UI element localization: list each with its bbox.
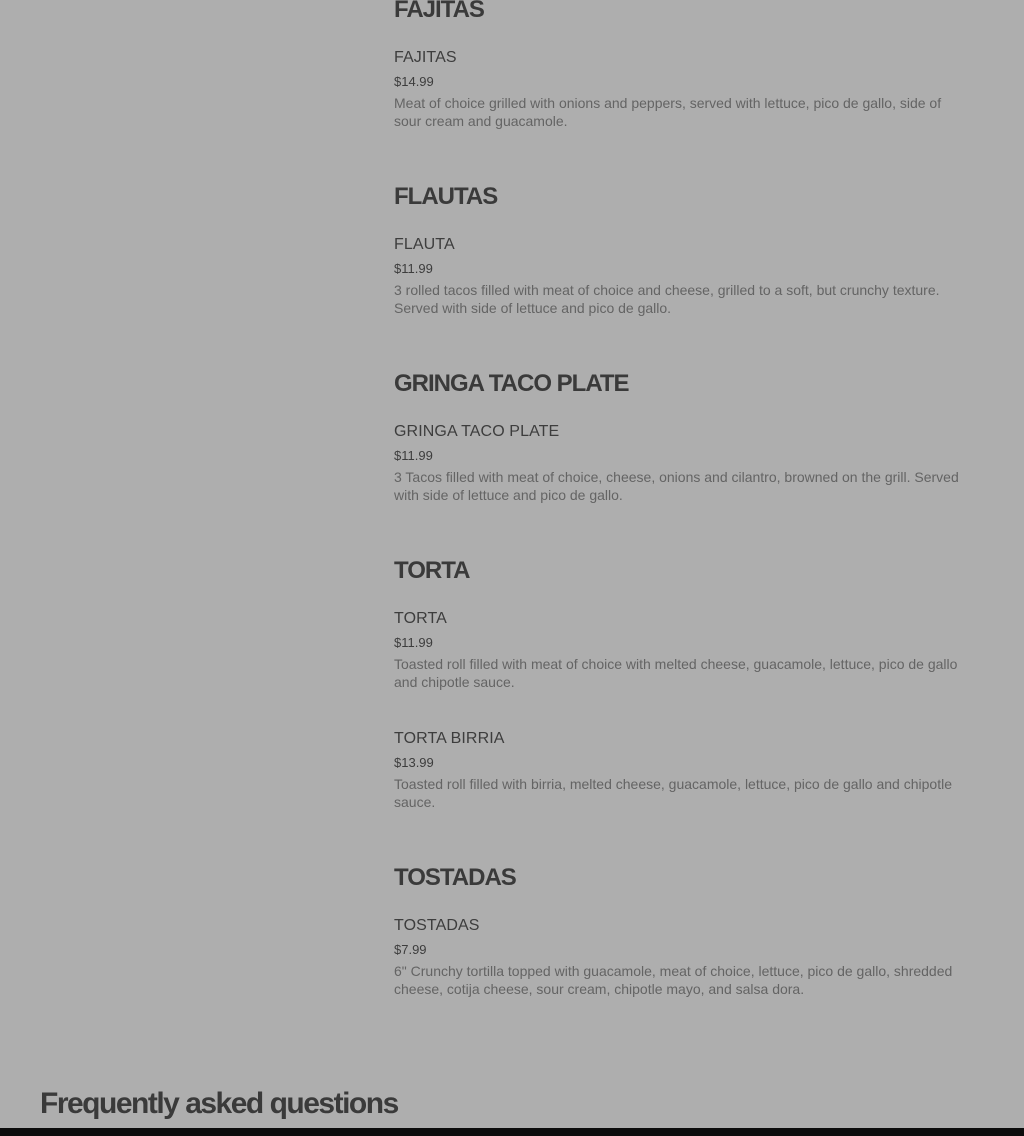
menu-item-name: TORTA BIRRIA	[394, 730, 505, 747]
menu-item	[394, 914, 974, 998]
menu-item-description: Toasted roll filled with birria, melted cheese, guacamole, lettuce, pico de gallo and chipotle sauce.	[394, 776, 952, 810]
section-title: FLAUTAS	[394, 183, 498, 210]
menu-item-price: $14.99	[394, 74, 434, 89]
menu-item-name: TOSTADAS	[394, 917, 480, 934]
menu-item-description: Toasted roll filled with meat of choice with melted cheese, guacamole, lettuce, pico de gallo and chipotle sauce.	[394, 656, 958, 690]
menu-section-fajitas	[394, 0, 974, 130]
menu-list	[394, 0, 974, 1047]
menu-item-price: $13.99	[394, 755, 434, 770]
menu-section-gringa-taco-plate	[394, 366, 974, 504]
menu-section-torta	[394, 553, 974, 811]
menu-item-description: 3 Tacos filled with meat of choice, cheese, onions and cilantro, browned on the grill. Served with side of lettuce and pico de gallo.	[394, 469, 959, 503]
menu-item-name: GRINGA TACO PLATE	[394, 423, 560, 440]
menu-item-name: FAJITAS	[394, 49, 457, 66]
page-bottom-edge	[0, 1128, 1024, 1136]
menu-item	[394, 46, 974, 130]
menu-item-name: TORTA	[394, 610, 447, 627]
menu-item-name: FLAUTA	[394, 236, 455, 253]
section-title: TORTA	[394, 557, 470, 584]
menu-section-tostadas	[394, 860, 974, 998]
menu-item-description: 6" Crunchy tortilla topped with guacamole, meat of choice, lettuce, pico de gallo, shredded cheese, cotija cheese, sour cream, chipotle mayo, and salsa dora.	[394, 963, 953, 997]
menu-item	[394, 607, 974, 691]
menu-item-price: $7.99	[394, 942, 427, 957]
menu-item-description: 3 rolled tacos filled with meat of choice and cheese, grilled to a soft, but crunchy texture. Served with side of lettuce and pico de gallo.	[394, 282, 940, 316]
section-title: FAJITAS	[394, 0, 484, 23]
section-title: TOSTADAS	[394, 864, 516, 891]
menu-item-description: Meat of choice grilled with onions and peppers, served with lettuce, pico de gallo, side of sour cream and guacamole.	[394, 95, 942, 129]
menu-item-price: $11.99	[394, 448, 433, 463]
faq-heading: Frequently asked questions	[40, 1087, 398, 1120]
menu-item	[394, 727, 974, 811]
menu-item-price: $11.99	[394, 261, 433, 276]
menu-item	[394, 233, 974, 317]
menu-item-price: $11.99	[394, 635, 433, 650]
menu-item	[394, 420, 974, 504]
section-title: GRINGA TACO PLATE	[394, 370, 629, 397]
menu-section-flautas	[394, 179, 974, 317]
